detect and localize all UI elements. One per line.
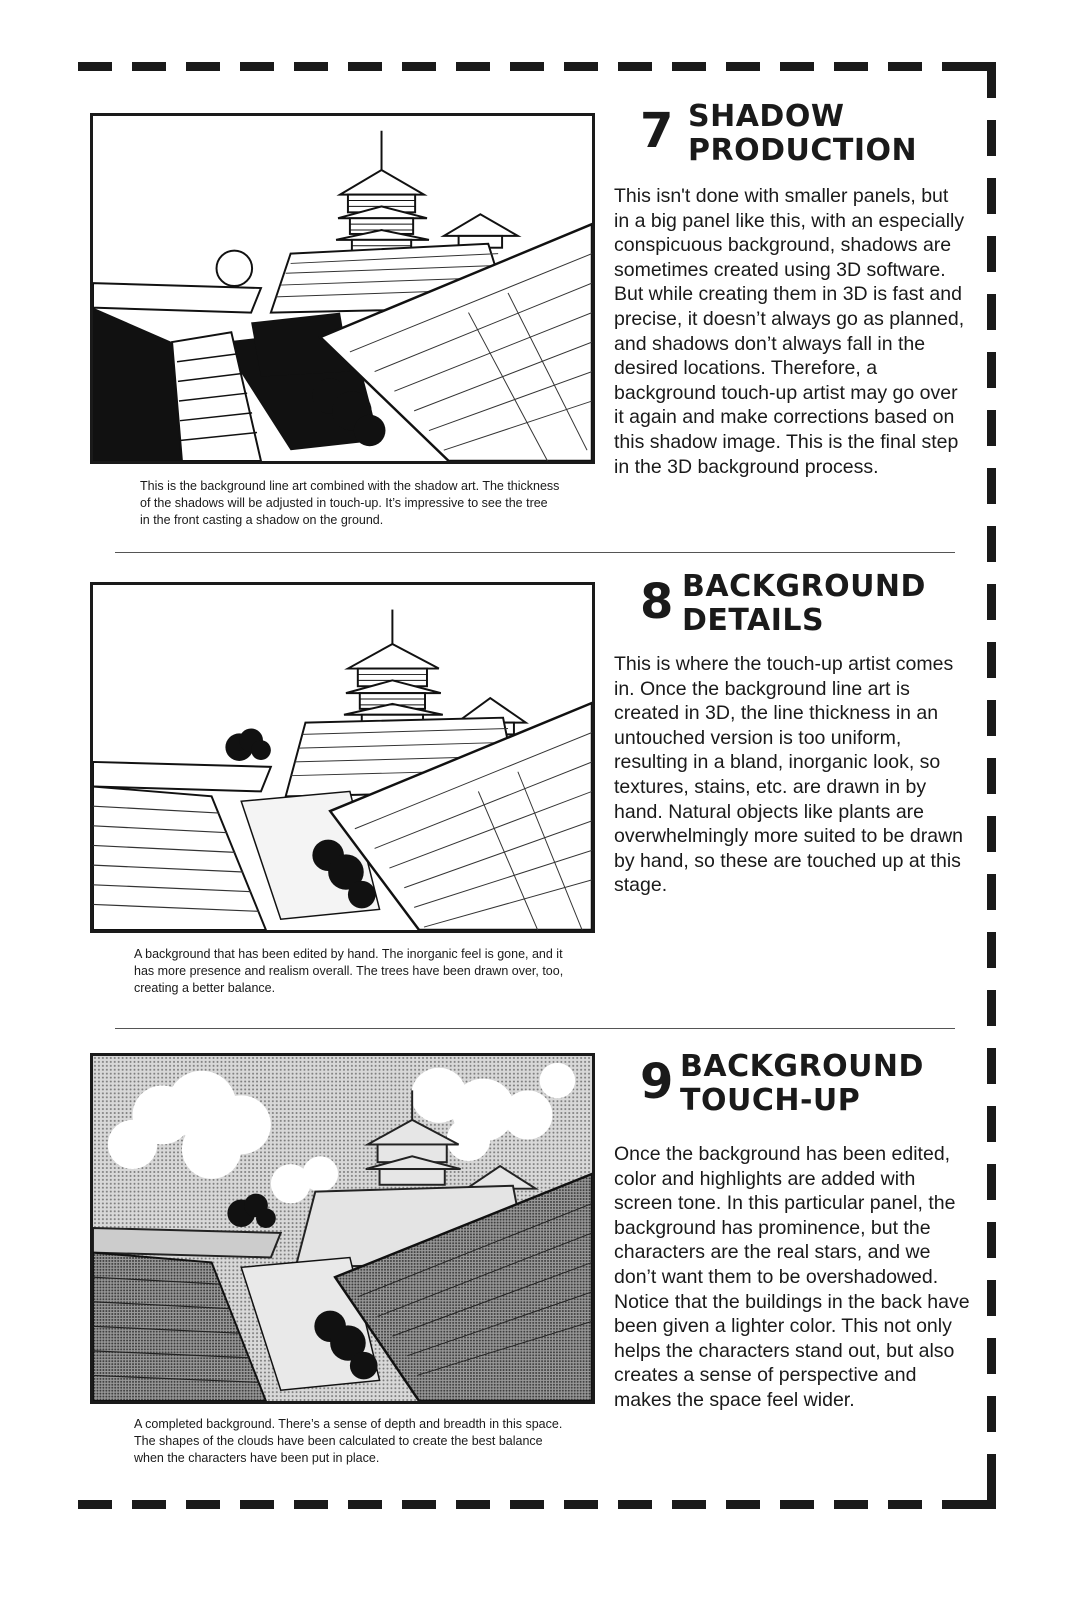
caption-hand-edited: A background that has been edited by hand. The inorganic feel is gone, and it has more presence and realism overall. The trees have been drawn over, too, creating a better balance. — [134, 947, 564, 995]
frame-dash — [618, 62, 652, 71]
frame-dash — [186, 1500, 220, 1509]
frame-dash — [672, 1500, 706, 1509]
frame-dash — [987, 758, 996, 794]
frame-dash — [987, 700, 996, 736]
frame-dash — [888, 1500, 922, 1509]
frame-dash — [348, 62, 382, 71]
temple-scene-completed-illustration — [93, 1056, 592, 1401]
frame-dash — [987, 874, 996, 910]
title-line-1: BACKGROUND — [682, 569, 926, 604]
frame-dash — [987, 62, 996, 98]
temple-scene-edited-illustration — [93, 585, 592, 930]
frame-dash — [132, 62, 166, 71]
frame-dash — [987, 410, 996, 446]
body-background-details: This is where the touch-up artist comes in. Once the background line art is created in 3D, the line thickness in an untouched version is too uniform, resulting in a bland, inorganic look, so textures, stains, etc. are drawn in by hand. Natural objects like plants are overwhelmingly more suited to be drawn by hand, so these are touched up at this stage. — [614, 653, 964, 897]
frame-dash — [987, 816, 996, 852]
frame-dash — [456, 62, 490, 71]
frame-dash — [78, 62, 112, 71]
section-divider — [115, 1028, 955, 1029]
frame-dash — [987, 1048, 996, 1084]
frame-dash — [987, 1222, 996, 1258]
title-line-2: TOUCH-UP — [680, 1083, 861, 1118]
title-line-1: BACKGROUND — [680, 1049, 924, 1084]
frame-dash — [564, 62, 598, 71]
frame-dash — [240, 62, 274, 71]
body-background-touch-up: Once the background has been edited, color and highlights are added with screen tone. In this particular panel, the background has prominence, but the characters are the real stars, and we don’t want them to be overshadowed. Notice that the buildings in the back have been given a lighter color. This not only helps the characters stand out, but also creates a sense of perspective and makes the space feel wider. — [614, 1143, 970, 1411]
frame-dash — [294, 1500, 328, 1509]
frame-dash — [132, 1500, 166, 1509]
section-divider — [115, 552, 955, 553]
title-line-2: PRODUCTION — [688, 133, 918, 168]
title-line-1: SHADOW — [688, 99, 845, 134]
frame-dash — [618, 1500, 652, 1509]
frame-dash — [402, 1500, 436, 1509]
title-line-2: DETAILS — [682, 603, 825, 638]
frame-dash — [987, 642, 996, 678]
frame-dash — [987, 1396, 996, 1432]
frame-dash — [888, 62, 922, 71]
panel-image-completed — [90, 1053, 595, 1404]
step-number-9: 9 — [640, 1054, 674, 1110]
frame-dash — [510, 1500, 544, 1509]
frame-dash — [348, 1500, 382, 1509]
frame-dash — [987, 932, 996, 968]
frame-dash — [510, 62, 544, 71]
frame-dash — [987, 1280, 996, 1316]
frame-dash — [987, 1106, 996, 1142]
frame-dash — [726, 1500, 760, 1509]
frame-dash — [456, 1500, 490, 1509]
frame-dash — [987, 468, 996, 504]
step-number-8: 8 — [640, 574, 674, 630]
step-title-background-details — [682, 570, 926, 638]
frame-dash — [780, 62, 814, 71]
frame-dash — [987, 178, 996, 214]
frame-dash — [564, 1500, 598, 1509]
frame-dash — [987, 120, 996, 156]
temple-scene-shadow-illustration — [93, 116, 592, 461]
frame-dash — [987, 1338, 996, 1374]
frame-dash — [987, 1164, 996, 1200]
frame-dash — [987, 294, 996, 330]
frame-dash — [240, 1500, 274, 1509]
frame-dash — [78, 1500, 112, 1509]
step-title-background-touch-up — [680, 1050, 924, 1118]
step-title-shadow-production — [688, 100, 917, 168]
frame-dash — [987, 584, 996, 620]
frame-dash — [987, 236, 996, 272]
frame-dash — [294, 62, 328, 71]
panel-image-shadow-art — [90, 113, 595, 464]
caption-shadow-art: This is the background line art combined with the shadow art. The thickness of the shadows will be adjusted in touch-up. It’s impressive to see the tree in the front casting a shadow on the ground. — [140, 479, 560, 527]
frame-dash — [987, 352, 996, 388]
frame-dash — [726, 62, 760, 71]
frame-dash — [672, 62, 706, 71]
frame-dash — [987, 990, 996, 1026]
frame-dash — [987, 1470, 996, 1509]
panel-image-hand-edited — [90, 582, 595, 933]
caption-completed: A completed background. There’s a sense of depth and breadth in this space. The shapes of the clouds have been calculated to create the best balance when the characters have been put in place. — [134, 1417, 563, 1465]
frame-dash — [987, 526, 996, 562]
body-shadow-production: This isn't done with smaller panels, but in a big panel like this, with an especially conspicuous background, shadows are sometimes created using 3D software. But while creating them in 3D is fast and precise, it doesn’t always go as planned, and shadows don’t always fall in the desired locations. Therefore, a background touch-up artist may go over it again and make corrections based on this shadow image. This is the final step in the 3D background process. — [614, 185, 965, 478]
frame-dash — [834, 62, 868, 71]
frame-dash — [780, 1500, 814, 1509]
frame-dash — [402, 62, 436, 71]
frame-dash — [186, 62, 220, 71]
frame-dash — [834, 1500, 868, 1509]
step-number-7: 7 — [640, 103, 674, 159]
